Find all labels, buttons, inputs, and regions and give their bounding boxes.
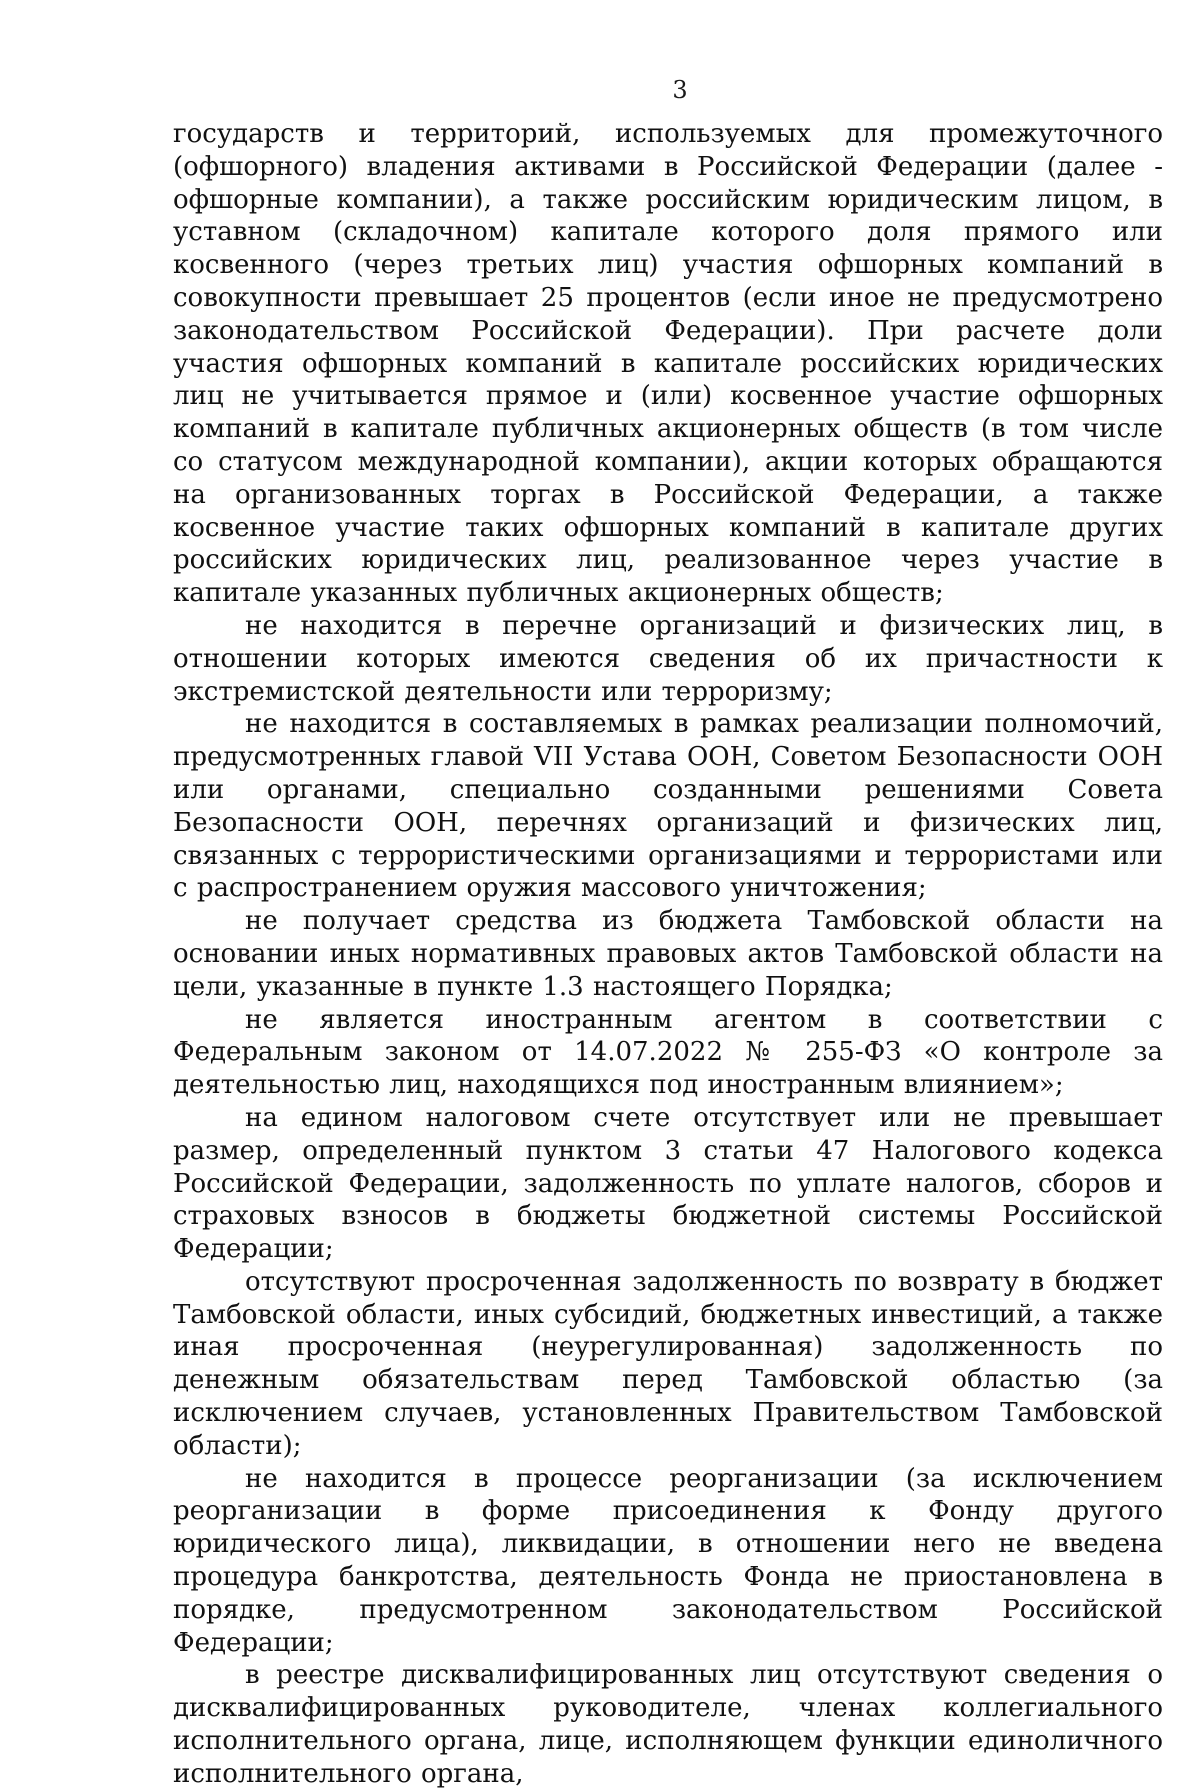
paragraph-disqualified-persons: в реестре дисквалифицированных лиц отсутствуют сведения о дисквалифицированных руководителе, членах коллегиального исполнительного органа, лице, исполняющем функции единоличного исполнительного органа, <box>173 1660 1163 1789</box>
page-number: 3 <box>672 76 688 104</box>
document-body <box>173 118 1163 1791</box>
paragraph-reorganization: не находится в процессе реорганизации (за исключением реорганизации в форме присоединения к Фонду другого юридического лица), ликвидации, в отношении него не введена процедура банкротства, деятельность Фонда не приостановлена в порядке, предусмотренном законодательством Российской Федерации; <box>173 1463 1163 1658</box>
paragraph-offshore-companies: государств и территорий, используемых для промежуточного (офшорного) владения активами в Российской Федерации (далее - офшорные компании), а также российским юридическим лицом, в уставном (складочном) капитале которого доля прямого или косвенного (через третьих лиц) участия офшорных компаний в совокупности превышает 25 процентов (если иное не предусмотрено законодательством Российской Федерации). При расчете доли участия офшорных компаний в капитале российских юридических лиц не учитывается прямое и (или) косвенное участие офшорных компаний в капитале публичных акционерных обществ (в том числе со статусом международной компании), акции которых обращаются на организованных торгах в Российской Федерации, а также косвенное участие таких офшорных компаний в капитале других российских юридических лиц, реализованное через участие в капитале указанных публичных акционерных обществ; <box>173 119 1163 609</box>
paragraph-budget-funds: не получает средства из бюджета Тамбовской области на основании иных нормативных правовых актов Тамбовской области на цели, указанные в пункте 1.3 настоящего Порядка; <box>173 906 1163 1002</box>
paragraph-overdue-debt: отсутствуют просроченная задолженность по возврату в бюджет Тамбовской области, иных субсидий, бюджетных инвестиций, а также иная просроченная (неурегулированная) задолженность по денежным обязательствам перед Тамбовской областью (за исключением случаев, установленных Правительством Тамбовской области); <box>173 1266 1163 1461</box>
paragraph-un-sanctions-list: не находится в составляемых в рамках реализации полномочий, предусмотренных главой VII Устава ООН, Советом Безопасности ООН или органами, специально созданными решениями Совета Безопасности ООН, перечнях организаций и физических лиц, связанных с террористическими организациями и террористами или с распространением оружия массового уничтожения; <box>173 709 1163 904</box>
paragraph-foreign-agent: не является иностранным агентом в соответствии с Федеральным законом от 14.07.2022 № 255-ФЗ «О контроле за деятельностью лиц, находящихся под иностранным влиянием»; <box>173 1004 1163 1101</box>
paragraph-tax-debt: на едином налоговом счете отсутствует или не превышает размер, определенный пунктом 3 статьи 47 Налогового кодекса Российской Федерации, задолженность по уплате налогов, сборов и страховых взносов в бюджеты бюджетной системы Российской Федерации; <box>173 1102 1163 1265</box>
paragraph-extremism-list: не находится в перечне организаций и физических лиц, в отношении которых имеются сведения об их причастности к экстремистской деятельности или терроризму; <box>173 610 1163 707</box>
